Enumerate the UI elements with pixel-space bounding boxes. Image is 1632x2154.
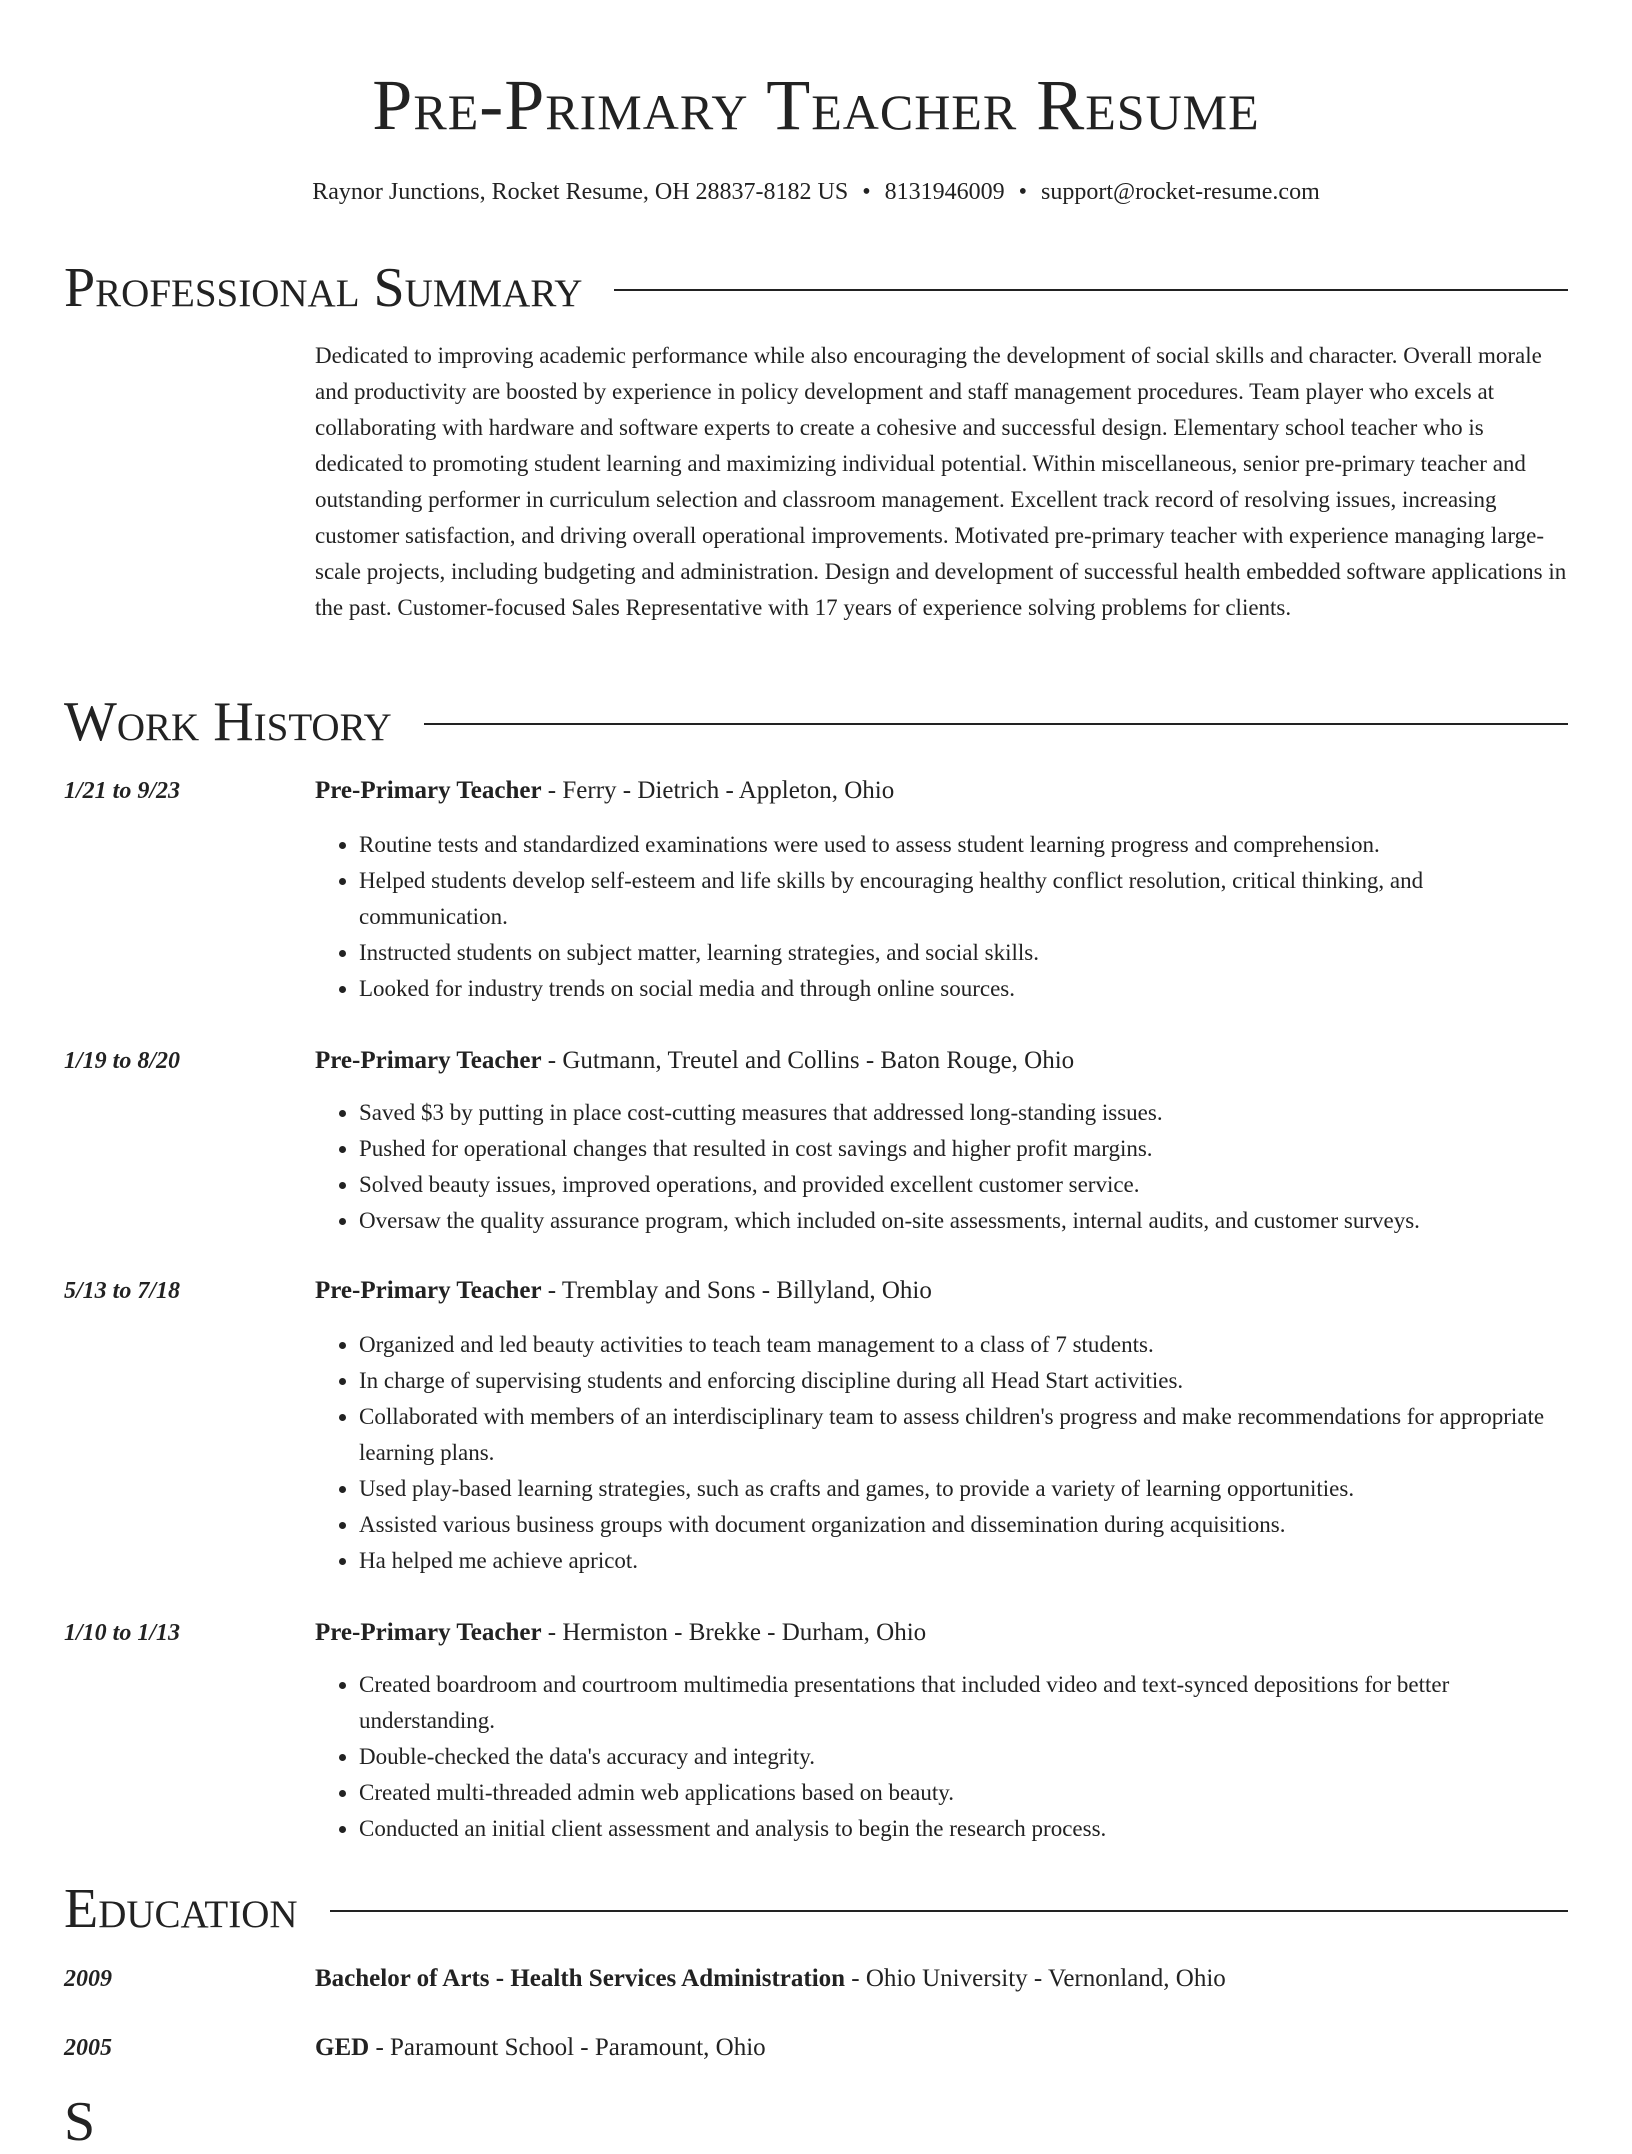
job-bullet: • Routine tests and standardized examinations were used to assess student learning progress and comprehension.: [359, 827, 1568, 863]
contact-address: Raynor Junctions, Rocket Resume, OH 28837-8182 US: [312, 179, 849, 205]
education-line: [315, 2030, 766, 2066]
resume-title: Pre-Primary Teacher Resume: [372, 65, 1260, 145]
job-bullet: • Helped students develop self-esteem and life skills by encouraging healthy conflict resolution, critical thinking, and communication.: [359, 863, 1568, 935]
job-bullet: • Assisted various business groups with document organization and dissemination during acquisitions.: [359, 1507, 1568, 1543]
job-role: Pre-Primary Teacher: [315, 1619, 542, 1646]
job-title-line: [315, 773, 894, 809]
section-divider: [330, 1910, 1568, 1912]
summary-text: Dedicated to improving academic performance while also encouraging the development of social skills and character. Overall morale and productivity are boosted by experience in policy development and staff management procedures. Team player who excels at collaborating with hardware and software experts to create a cohesive and successful design. Elementary school teacher who is dedicated to promoting student learning and maximizing individual potential. Within miscellaneous, senior pre-primary teacher and outstanding performer in curriculum selection and classroom management. Excellent track record of resolving issues, increasing customer satisfaction, and driving overall operational improvements. Motivated pre-primary teacher with experience managing large-scale projects, including budgeting and administration. Design and development of successful health embedded software applications in the past. Customer-focused Sales Representative with 17 years of experience solving problems for clients.: [315, 343, 1567, 620]
job-bullet: • Solved beauty issues, improved operations, and provided excellent customer service.: [359, 1167, 1568, 1203]
job-bullets: [315, 1667, 1568, 1847]
job-bullets: [315, 1095, 1568, 1239]
contact-separator: •: [1018, 179, 1028, 205]
education-degree: GED: [315, 2034, 370, 2061]
education-line: [315, 1961, 1226, 1997]
work-dates: 1/21 to 9/23: [64, 778, 181, 804]
education-section-header: [64, 1877, 1568, 1941]
job-bullet: • Instructed students on subject matter, learning strategies, and social skills.: [359, 935, 1568, 971]
job-role: Pre-Primary Teacher: [315, 1277, 542, 1304]
contact-email: support@rocket-resume.com: [1041, 179, 1320, 205]
job-bullet: • Created multi-threaded admin web applications based on beauty.: [359, 1775, 1568, 1811]
education-school: - Ohio University - Vernonland, Ohio: [845, 1965, 1226, 1992]
job-title-line: [315, 1273, 932, 1309]
contact-separator: •: [862, 179, 871, 205]
job-bullet: • Ha helped me achieve apricot.: [359, 1543, 1568, 1579]
contact-line: [64, 176, 1568, 208]
job-bullets: [315, 1327, 1568, 1579]
contact-phone: 8131946009: [884, 179, 1005, 205]
job-role: Pre-Primary Teacher: [315, 777, 542, 804]
education-year: 2005: [64, 2035, 112, 2061]
section-divider: [424, 723, 1568, 725]
next-section-heading-partial: S: [64, 2091, 96, 2153]
work-heading: Work History: [64, 691, 392, 753]
summary-section-header: [64, 256, 1568, 320]
education-degree: Bachelor of Arts - Health Services Administration: [315, 1965, 846, 1992]
job-bullet: • Used play-based learning strategies, such as crafts and games, to provide a variety of learning opportunities.: [359, 1471, 1568, 1507]
job-employer: - Hermiston - Brekke - Durham, Ohio: [541, 1619, 927, 1646]
work-dates: 1/10 to 1/13: [64, 1620, 181, 1646]
job-bullet: • Conducted an initial client assessment and analysis to begin the research process.: [359, 1811, 1568, 1847]
summary-heading: Professional Summary: [64, 257, 583, 319]
education-school: - Paramount School - Paramount, Ohio: [369, 2034, 766, 2061]
job-bullet: • Collaborated with members of an interdisciplinary team to assess children's progress and make recommendations for appropriate learning plans.: [359, 1399, 1568, 1471]
job-bullet: • Double-checked the data's accuracy and integrity.: [359, 1739, 1568, 1775]
job-bullet: • Pushed for operational changes that resulted in cost savings and higher profit margins.: [359, 1131, 1568, 1167]
job-employer: - Gutmann, Treutel and Collins - Baton Rouge, Ohio: [541, 1047, 1075, 1074]
job-bullets: [315, 827, 1568, 1007]
section-divider: [614, 289, 1568, 291]
work-section-header: [64, 690, 1568, 754]
job-bullet: • Oversaw the quality assurance program, which included on-site assessments, internal audits, and customer surveys.: [359, 1203, 1568, 1239]
job-title-line: [315, 1043, 1074, 1079]
job-title-line: [315, 1615, 926, 1651]
job-bullet: • In charge of supervising students and enforcing discipline during all Head Start activities.: [359, 1363, 1568, 1399]
education-year: 2009: [64, 1966, 112, 1992]
job-bullet: • Looked for industry trends on social media and through online sources.: [359, 971, 1568, 1007]
work-dates: 5/13 to 7/18: [64, 1278, 181, 1304]
job-bullet: • Saved $3 by putting in place cost-cutting measures that addressed long-standing issues.: [359, 1095, 1568, 1131]
job-employer: - Ferry - Dietrich - Appleton, Ohio: [541, 777, 895, 804]
job-bullet: • Organized and led beauty activities to teach team management to a class of 7 students.: [359, 1327, 1568, 1363]
work-dates: 1/19 to 8/20: [64, 1048, 181, 1074]
job-bullet: • Created boardroom and courtroom multimedia presentations that included video and text-synced depositions for better understanding.: [359, 1667, 1568, 1739]
job-role: Pre-Primary Teacher: [315, 1047, 542, 1074]
job-employer: - Tremblay and Sons - Billyland, Ohio: [541, 1277, 932, 1304]
education-heading: Education: [64, 1878, 298, 1940]
